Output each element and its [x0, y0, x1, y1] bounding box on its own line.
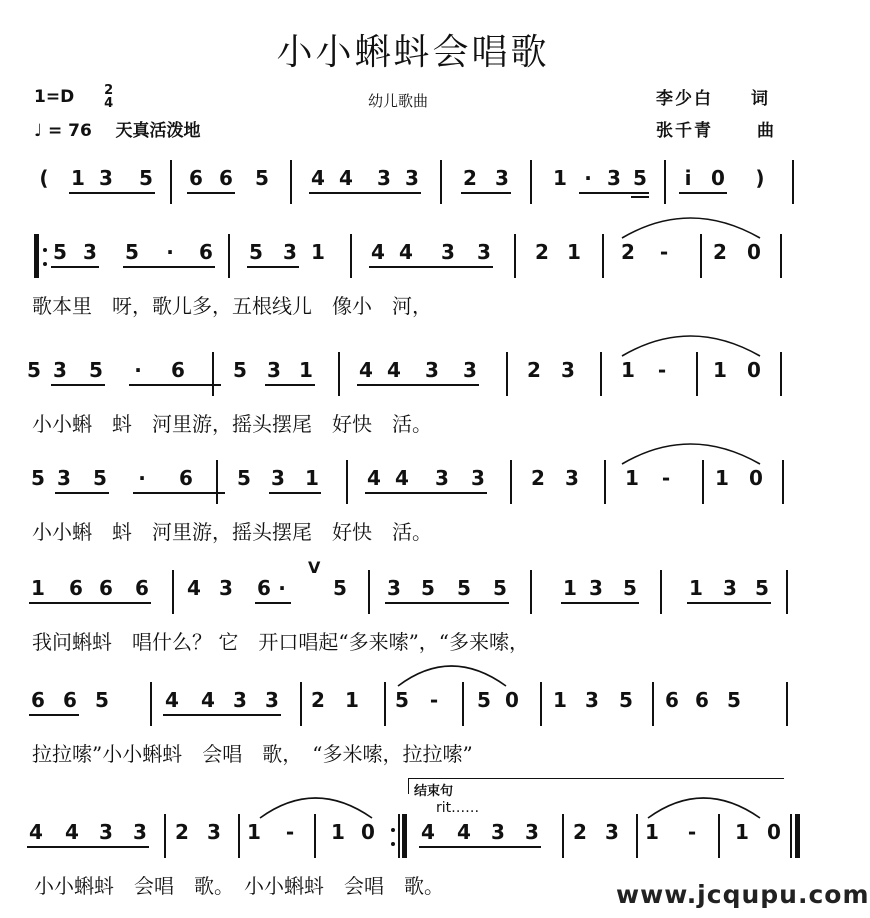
note: 6 — [63, 688, 77, 712]
barline — [350, 234, 352, 278]
note: 3 — [525, 820, 539, 844]
note: 4 — [399, 240, 413, 264]
beam-underline — [369, 266, 493, 268]
barline — [172, 570, 174, 614]
note: 4 — [421, 820, 435, 844]
coda-label: 结束句 — [414, 784, 454, 799]
lyrics-line: 歌本里 呀，歌儿多，五根线儿 像小 河， — [32, 294, 432, 318]
tempo-value: = 76 — [47, 121, 92, 141]
note: 3 — [99, 166, 113, 190]
dash-mark: - — [429, 688, 439, 712]
barline — [510, 460, 512, 504]
note: 2 — [713, 240, 727, 264]
breath-mark: V — [308, 558, 321, 577]
barline — [790, 814, 792, 858]
note: 6 — [219, 166, 233, 190]
time-signature-bottom: 4 — [104, 96, 114, 111]
note: 5 — [89, 358, 103, 382]
note: 3 — [605, 820, 619, 844]
lyrics-line: 我问蝌蚪 唱什么？ 它 开口唱起“多来嗦”，“多来嗦， — [32, 630, 530, 654]
beam-underline — [29, 714, 79, 716]
note: 5 — [93, 466, 107, 490]
beam-underline — [163, 714, 281, 716]
key-signature — [34, 84, 113, 110]
beam-underline — [133, 492, 225, 494]
beam-underline — [365, 492, 487, 494]
note: 3 — [565, 466, 579, 490]
note: 3 — [441, 240, 455, 264]
barline — [212, 352, 214, 396]
note: 6 — [31, 688, 45, 712]
note: 3 — [57, 466, 71, 490]
note: 1 — [553, 166, 567, 190]
double-beam-underline — [631, 196, 649, 198]
watermark: www.jcqupu.com — [616, 880, 870, 909]
lyrics-line: 拉拉嗦”小小蝌蚪 会唱 歌， “多米嗦，拉拉嗦” — [32, 742, 473, 766]
barline — [440, 160, 442, 204]
note: 4 — [371, 240, 385, 264]
note: 4 — [359, 358, 373, 382]
note: 3 — [233, 688, 247, 712]
parenthesis: ( — [39, 166, 49, 190]
beam-underline — [51, 266, 99, 268]
barline — [786, 570, 788, 614]
beam-underline — [51, 384, 105, 386]
note: 4 — [187, 576, 201, 600]
ritardando-marking: rit…… — [436, 800, 480, 816]
note: 5 — [31, 466, 45, 490]
note: 3 — [589, 576, 603, 600]
lyrics-line: 小小蝌蚪 会唱 歌。 小小蝌蚪 会唱 歌。 — [34, 874, 444, 898]
note: 5 — [249, 240, 263, 264]
note: 3 — [265, 688, 279, 712]
note: 5 — [633, 166, 647, 190]
beam-underline — [27, 846, 149, 848]
composer-credit — [656, 116, 776, 141]
repeat-barline — [402, 814, 407, 858]
note: 3 — [267, 358, 281, 382]
repeat-barline — [34, 234, 39, 278]
beam-underline — [309, 192, 421, 194]
barline — [228, 234, 230, 278]
slur-mark — [258, 782, 376, 822]
note: 6 — [69, 576, 83, 600]
dash-mark: - — [661, 466, 671, 490]
note: 5 — [233, 358, 247, 382]
barline — [602, 234, 604, 278]
note: 3 — [435, 466, 449, 490]
note: 3 — [491, 820, 505, 844]
note: 4 — [65, 820, 79, 844]
note: 2 — [531, 466, 545, 490]
note: 5 — [477, 688, 491, 712]
barline — [540, 682, 542, 726]
note: 2 — [175, 820, 189, 844]
note: 5 — [493, 576, 507, 600]
dot-mark: · — [134, 358, 142, 382]
note: 4 — [367, 466, 381, 490]
note: 1 — [563, 576, 577, 600]
note: 6 — [199, 240, 213, 264]
note: 1 — [31, 576, 45, 600]
note: 5 — [457, 576, 471, 600]
note: 4 — [201, 688, 215, 712]
repeat-dot — [43, 262, 47, 266]
beam-underline — [561, 602, 639, 604]
genre-label: 幼儿歌曲 — [368, 92, 429, 110]
note: 3 — [723, 576, 737, 600]
note: 3 — [425, 358, 439, 382]
note: 0 — [361, 820, 375, 844]
coda-bracket-left — [408, 778, 409, 794]
barline — [786, 682, 788, 726]
slur-mark — [620, 202, 764, 242]
dash-mark: - — [687, 820, 697, 844]
note: 6 — [135, 576, 149, 600]
note: 2 — [311, 688, 325, 712]
beam-underline — [247, 266, 299, 268]
slur-mark — [620, 428, 764, 468]
note: 6 — [257, 576, 271, 600]
barline — [664, 160, 666, 204]
note: 2 — [463, 166, 477, 190]
note: 1 — [689, 576, 703, 600]
note: 4 — [395, 466, 409, 490]
barline — [346, 460, 348, 504]
note: 3 — [463, 358, 477, 382]
dot-mark: · — [278, 576, 286, 600]
note: 1 — [331, 820, 345, 844]
note: 5 — [139, 166, 153, 190]
barline — [170, 160, 172, 204]
note: 3 — [561, 358, 575, 382]
beam-underline — [255, 602, 291, 604]
note: 2 — [527, 358, 541, 382]
score-line — [0, 242, 826, 332]
note: 1 — [305, 466, 319, 490]
barline — [398, 814, 400, 858]
note: 4 — [339, 166, 353, 190]
note: 3 — [283, 240, 297, 264]
note: 0 — [711, 166, 725, 190]
note: 5 — [623, 576, 637, 600]
lyrics-line: 小小蝌 蚪 河里游，摇头摆尾 好快 活。 — [32, 412, 432, 436]
repeat-dot — [43, 248, 47, 252]
beam-underline — [123, 266, 215, 268]
note: 0 — [747, 358, 761, 382]
note: 3 — [83, 240, 97, 264]
dot-mark: · — [584, 166, 592, 190]
note: 3 — [471, 466, 485, 490]
tempo-marking — [34, 116, 200, 141]
slur-mark — [396, 650, 510, 690]
barline — [652, 682, 654, 726]
dash-mark: - — [659, 240, 669, 264]
note: 1 — [621, 358, 635, 382]
note: 5 — [255, 166, 269, 190]
note: 3 — [377, 166, 391, 190]
note: 5 — [333, 576, 347, 600]
dash-mark: - — [285, 820, 295, 844]
note: 1 — [713, 358, 727, 382]
repeat-dot — [391, 828, 395, 832]
note: 3 — [495, 166, 509, 190]
note: 1 — [553, 688, 567, 712]
note: 1 — [247, 820, 261, 844]
note: 6 — [179, 466, 193, 490]
composer-name: 张千青 — [656, 121, 713, 141]
note: 1 — [299, 358, 313, 382]
beam-underline — [357, 384, 479, 386]
note: 3 — [53, 358, 67, 382]
note: 1 — [625, 466, 639, 490]
barline — [604, 460, 606, 504]
barline — [290, 160, 292, 204]
coda-bracket — [408, 778, 784, 779]
barline — [368, 570, 370, 614]
barline — [514, 234, 516, 278]
barline — [792, 160, 794, 204]
note: 3 — [207, 820, 221, 844]
parenthesis: ) — [755, 166, 765, 190]
repeat-dot — [391, 842, 395, 846]
beam-underline — [679, 192, 727, 194]
note: 6 — [99, 576, 113, 600]
note: i — [684, 166, 692, 190]
lyricist-role: 词 — [751, 89, 770, 109]
composer-role: 曲 — [757, 121, 776, 141]
quarter-note-icon: ♩ — [34, 121, 43, 141]
note: 4 — [311, 166, 325, 190]
beam-underline — [55, 492, 109, 494]
note: 1 — [567, 240, 581, 264]
note: 0 — [505, 688, 519, 712]
barline — [164, 814, 166, 858]
note: 6 — [665, 688, 679, 712]
barline — [216, 460, 218, 504]
note: 3 — [271, 466, 285, 490]
time-signature-top: 2 — [104, 83, 114, 98]
slur-mark — [646, 782, 764, 822]
note: 2 — [621, 240, 635, 264]
slur-mark — [620, 320, 764, 360]
note: 4 — [165, 688, 179, 712]
note: 6 — [189, 166, 203, 190]
note: 0 — [767, 820, 781, 844]
note: 5 — [619, 688, 633, 712]
note: 3 — [133, 820, 147, 844]
barline — [780, 352, 782, 396]
barline — [384, 682, 386, 726]
barline — [562, 814, 564, 858]
note: 2 — [535, 240, 549, 264]
note: 0 — [747, 240, 761, 264]
lyricist-name: 李少白 — [656, 89, 713, 109]
note: 4 — [457, 820, 471, 844]
note: 5 — [237, 466, 251, 490]
barline — [780, 234, 782, 278]
note: 4 — [387, 358, 401, 382]
note: 3 — [607, 166, 621, 190]
lyricist-credit — [656, 84, 770, 109]
barline — [506, 352, 508, 396]
beam-underline — [129, 384, 221, 386]
barline — [600, 352, 602, 396]
note: 1 — [715, 466, 729, 490]
beam-underline — [269, 492, 321, 494]
note: 3 — [477, 240, 491, 264]
note: 3 — [387, 576, 401, 600]
dot-mark: · — [166, 240, 174, 264]
barline — [530, 160, 532, 204]
note: 6 — [695, 688, 709, 712]
note: 5 — [755, 576, 769, 600]
beam-underline — [687, 602, 771, 604]
note: 3 — [219, 576, 233, 600]
note: 3 — [405, 166, 419, 190]
score-line — [0, 690, 826, 780]
note: 3 — [99, 820, 113, 844]
beam-underline — [69, 192, 155, 194]
note: 5 — [421, 576, 435, 600]
barline — [530, 570, 532, 614]
barline — [782, 460, 784, 504]
note: 5 — [53, 240, 67, 264]
note: 5 — [95, 688, 109, 712]
lyrics-line: 小小蝌 蚪 河里游，摇头摆尾 好快 活。 — [32, 520, 432, 544]
note: 1 — [645, 820, 659, 844]
note: 2 — [573, 820, 587, 844]
note: 1 — [735, 820, 749, 844]
note: 1 — [345, 688, 359, 712]
note: 1 — [311, 240, 325, 264]
beam-underline — [385, 602, 509, 604]
key-label: 1=D — [34, 87, 75, 107]
dot-mark: · — [138, 466, 146, 490]
barline — [150, 682, 152, 726]
beam-underline — [419, 846, 541, 848]
dash-mark: - — [657, 358, 667, 382]
barline — [238, 814, 240, 858]
time-signature — [104, 84, 113, 110]
barline — [636, 814, 638, 858]
score-line — [0, 468, 826, 558]
barline — [300, 682, 302, 726]
note: 3 — [585, 688, 599, 712]
beam-underline — [461, 192, 511, 194]
beam-underline — [265, 384, 315, 386]
barline — [338, 352, 340, 396]
note: 5 — [125, 240, 139, 264]
beam-underline — [29, 602, 151, 604]
note: 1 — [71, 166, 85, 190]
note: 4 — [29, 820, 43, 844]
note: 5 — [395, 688, 409, 712]
song-title: 小小蝌蚪会唱歌 — [276, 32, 550, 73]
beam-underline — [579, 192, 649, 194]
note: 5 — [727, 688, 741, 712]
barline — [660, 570, 662, 614]
note: 6 — [171, 358, 185, 382]
expression-marking: 天真活泼地 — [115, 121, 201, 141]
note: 0 — [749, 466, 763, 490]
final-barline — [795, 814, 800, 858]
note: 5 — [27, 358, 41, 382]
beam-underline — [187, 192, 235, 194]
